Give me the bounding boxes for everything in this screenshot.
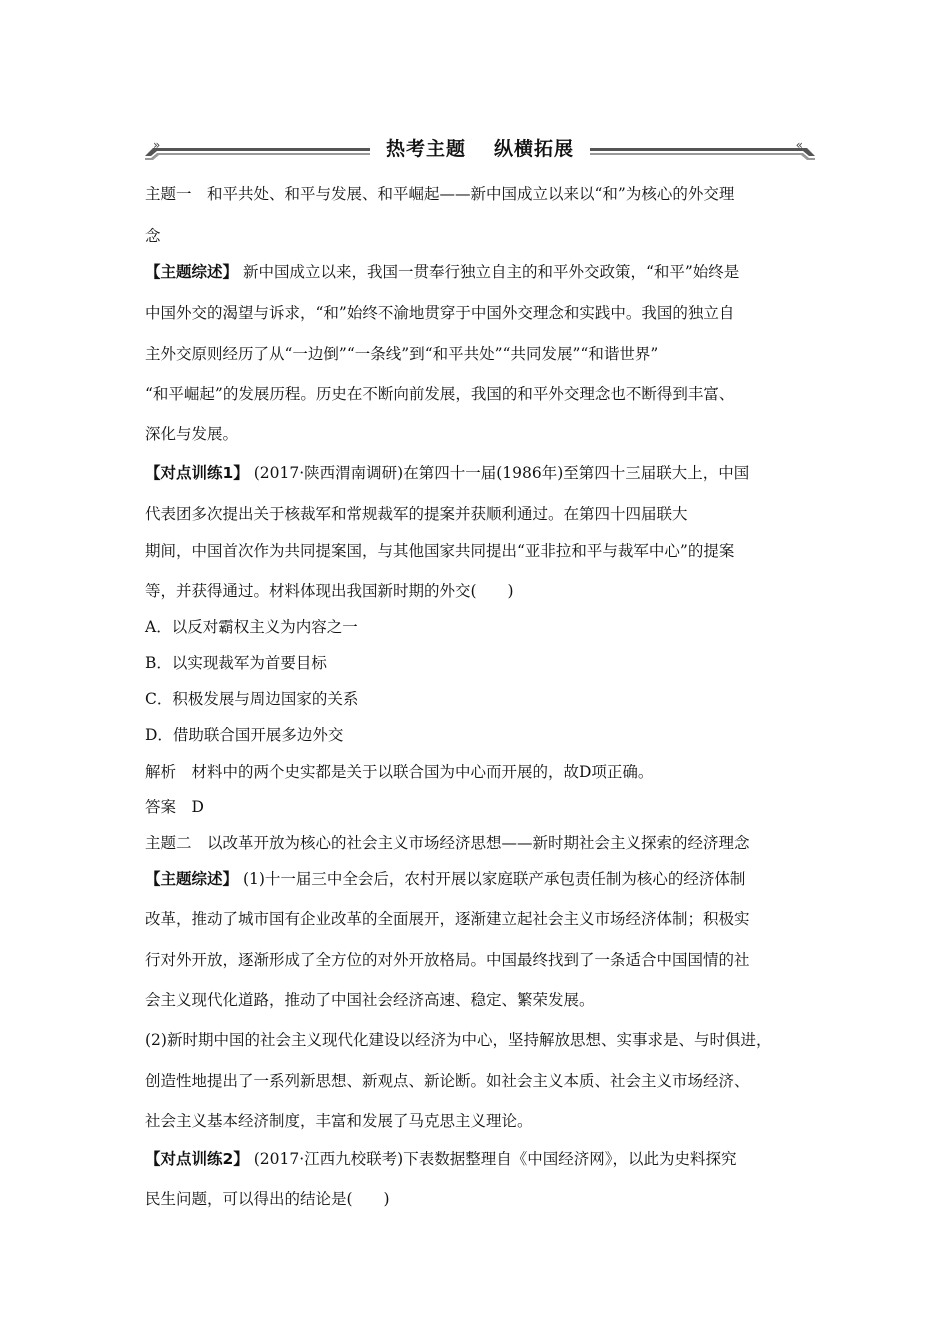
topic1-exercise-label: 【对点训练1】 [145, 464, 249, 482]
topic1-summary-text1: 新中国成立以来，我国一贯奉行独立自主的和平外交政策，“和平”始终是 [242, 263, 740, 281]
topic1-title-line1: 主题一 和平共处、和平与发展、和平崛起——新中国成立以来以“和”为核心的外交理 [145, 185, 735, 203]
topic1-exercise-line2: 代表团多次提出关于核裁军和常规裁军的提案并获顺利通过。在第四十四届联大 [145, 505, 688, 523]
topic1-summary-line3: 主外交原则经历了从“一边倒”“一条线”到“和平共处”“共同发展”“和谐世界” [145, 345, 659, 363]
topic1-summary-line1 [145, 262, 815, 282]
topic1-exercise-line3: 期间，中国首次作为共同提案国，与其他国家共同提出“亚非拉和平与裁军中心”的提案 [145, 542, 735, 560]
topic1-analysis: 解析 材料中的两个史实都是关于以联合国为中心而开展的，故D项正确。 [145, 763, 654, 781]
topic2-summary-line2: 改革，推动了城市国有企业改革的全面展开，逐渐建立起社会主义市场经济体制；积极实 [145, 910, 750, 928]
option-c: C．积极发展与周边国家的关系 [145, 690, 359, 708]
title-part1: 热考主题 [385, 138, 466, 160]
topic1-exercise-text1: (2017·陕西渭南调研)在第四十一届(1986年)至第四十三届联大上，中国 [253, 464, 750, 482]
topic2-summary-line6: 创造性地提出了一系列新思想、新观点、新论断。如社会主义本质、社会主义市场经济、 [145, 1072, 750, 1090]
title-part2: 纵横拓展 [494, 138, 575, 160]
topic1-answer: 答案 D [145, 798, 204, 816]
topic2-summary-line4: 会主义现代化道路，推动了中国社会经济高速、稳定、繁荣发展。 [145, 991, 595, 1009]
topic2-exercise-label: 【对点训练2】 [145, 1150, 249, 1168]
topic1-title-line2: 念 [145, 227, 161, 245]
option-a: A．以反对霸权主义为内容之一 [145, 618, 358, 636]
topic1-exercise-line4: 等，并获得通过。材料体现出我国新时期的外交( ) [145, 582, 514, 600]
topic2-summary-line5: (2)新时期中国的社会主义现代化建设以经济为中心，坚持解放思想、实事求是、与时俱进， [145, 1031, 772, 1049]
topic1-summary-line2: 中国外交的渴望与诉求，“和”始终不渝地贯穿于中国外交理念和实践中。我国的独立自 [145, 304, 735, 322]
topic2-exercise-line2: 民生问题，可以得出的结论是( ) [145, 1190, 390, 1208]
topic2-summary-text1: (1)十一届三中全会后，农村开展以家庭联产承包责任制为核心的经济体制 [242, 870, 746, 888]
topic1-summary-line5: 深化与发展。 [145, 425, 239, 443]
topic1-summary-label: 【主题综述】 [145, 263, 239, 281]
page-title [145, 134, 815, 161]
topic2-summary-label: 【主题综述】 [145, 870, 239, 888]
right-deco: « [795, 138, 803, 152]
topic2-summary-line7: 社会主义基本经济制度，丰富和发展了马克思主义理论。 [145, 1112, 533, 1130]
topic1-exercise-line1 [145, 463, 815, 483]
topic2-title: 主题二 以改革开放为核心的社会主义市场经济思想——新时期社会主义探索的经济理念 [145, 834, 750, 852]
topic2-exercise-line1 [145, 1149, 815, 1169]
left-deco: » [153, 138, 161, 152]
option-b: B．以实现裁军为首要目标 [145, 654, 327, 672]
option-d: D．借助联合国开展多边外交 [145, 726, 344, 744]
topic1-summary-line4: “和平崛起”的发展历程。历史在不断向前发展，我国的和平外交理念也不断得到丰富、 [145, 385, 735, 403]
section-banner [145, 130, 815, 164]
topic2-summary-line3: 行对外开放，逐渐形成了全方位的对外开放格局。中国最终找到了一条适合中国国情的社 [145, 951, 750, 969]
topic2-exercise-text1: (2017·江西九校联考)下表数据整理自《中国经济网》，以此为史料探究 [253, 1150, 737, 1168]
topic2-summary-line1 [145, 869, 815, 889]
